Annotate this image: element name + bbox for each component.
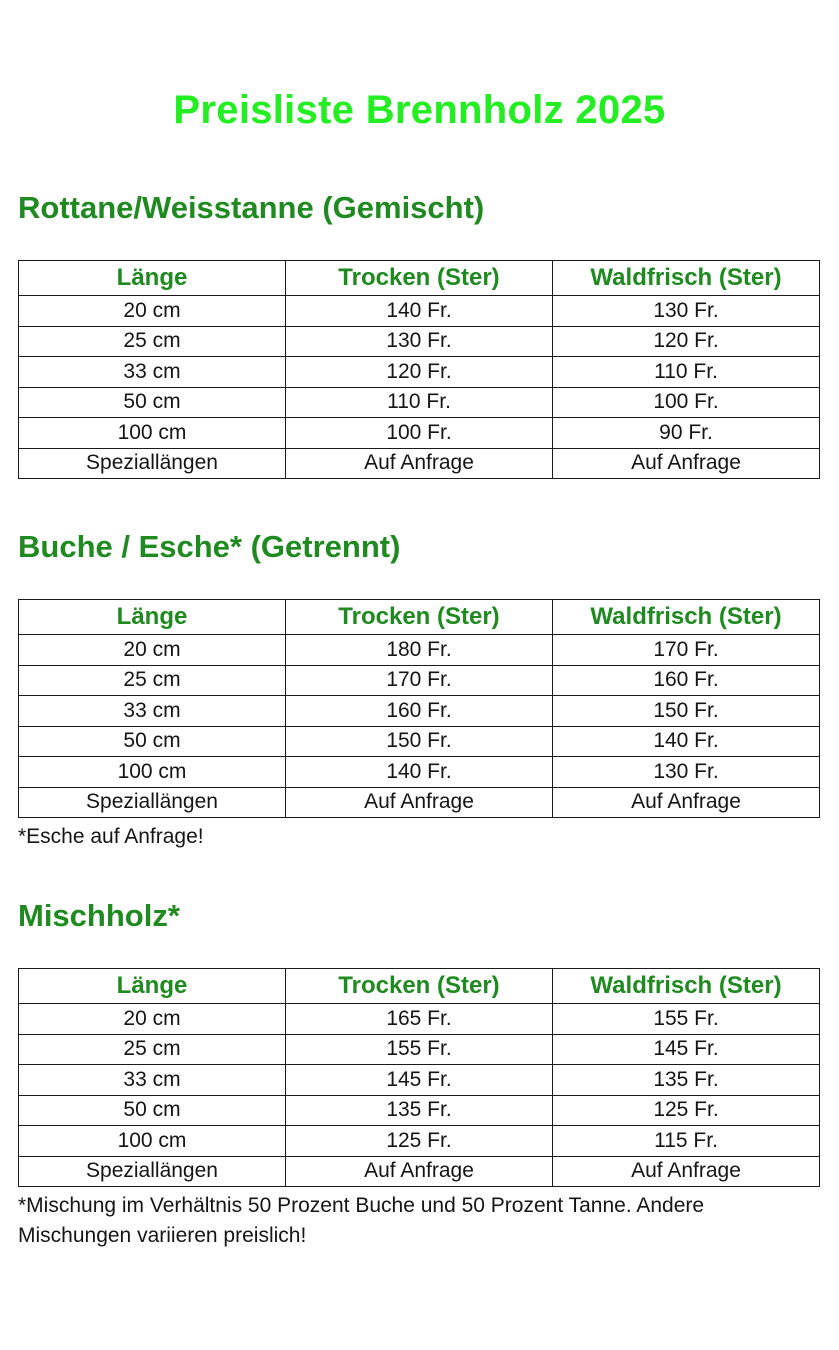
dry-price-cell: 140 Fr.: [286, 296, 553, 327]
column-header-laenge: Länge: [19, 600, 286, 635]
column-header-waldfrisch: Waldfrisch (Ster): [553, 969, 820, 1004]
footnote-mischung: *Mischung im Verhältnis 50 Prozent Buche und 50 Prozent Tanne. Andere Mischungen variieren preislich!: [18, 1194, 705, 1247]
dry-price-cell: 135 Fr.: [286, 1095, 553, 1126]
table-row: [19, 1065, 820, 1096]
length-cell: Speziallängen: [19, 787, 286, 818]
footnote-esche: *Esche auf Anfrage!: [18, 825, 204, 848]
section-heading-mischholz: Mischholz*: [18, 898, 180, 933]
dry-price-cell: 145 Fr.: [286, 1065, 553, 1096]
table-row: [19, 448, 820, 479]
fresh-price-cell: 125 Fr.: [553, 1095, 820, 1126]
page-title: Preisliste Brennholz 2025: [173, 88, 666, 132]
table-row: [19, 387, 820, 418]
dry-price-cell: 120 Fr.: [286, 357, 553, 388]
length-cell: 25 cm: [19, 1034, 286, 1065]
fresh-price-cell: 110 Fr.: [553, 357, 820, 388]
dry-price-cell: Auf Anfrage: [286, 787, 553, 818]
length-cell: 100 cm: [19, 757, 286, 788]
length-cell: 50 cm: [19, 726, 286, 757]
table-row: [19, 635, 820, 666]
column-header-laenge: Länge: [19, 261, 286, 296]
section-heading-buche: Buche / Esche* (Getrennt): [18, 529, 401, 564]
fresh-price-cell: 100 Fr.: [553, 387, 820, 418]
fresh-price-cell: 150 Fr.: [553, 696, 820, 727]
fresh-price-cell: 155 Fr.: [553, 1004, 820, 1035]
section-heading-rottane: Rottane/Weisstanne (Gemischt): [18, 190, 485, 225]
dry-price-cell: 160 Fr.: [286, 696, 553, 727]
dry-price-cell: 100 Fr.: [286, 418, 553, 449]
table-row: [19, 665, 820, 696]
length-cell: 20 cm: [19, 296, 286, 327]
fresh-price-cell: 145 Fr.: [553, 1034, 820, 1065]
dry-price-cell: 130 Fr.: [286, 326, 553, 357]
dry-price-cell: 170 Fr.: [286, 665, 553, 696]
table-row: [19, 326, 820, 357]
fresh-price-cell: 90 Fr.: [553, 418, 820, 449]
price-table-mischholz: [18, 968, 820, 1187]
length-cell: 25 cm: [19, 665, 286, 696]
length-cell: 33 cm: [19, 696, 286, 727]
column-header-laenge: Länge: [19, 969, 286, 1004]
length-cell: 25 cm: [19, 326, 286, 357]
table-header-row: [19, 600, 820, 635]
table-row: [19, 1034, 820, 1065]
table-row: [19, 1095, 820, 1126]
fresh-price-cell: Auf Anfrage: [553, 787, 820, 818]
table-header-row: [19, 969, 820, 1004]
length-cell: 20 cm: [19, 635, 286, 666]
table-row: [19, 357, 820, 388]
table-header-row: [19, 261, 820, 296]
fresh-price-cell: 130 Fr.: [553, 757, 820, 788]
length-cell: 50 cm: [19, 387, 286, 418]
dry-price-cell: Auf Anfrage: [286, 1156, 553, 1187]
length-cell: Speziallängen: [19, 448, 286, 479]
length-cell: 100 cm: [19, 1126, 286, 1157]
fresh-price-cell: 140 Fr.: [553, 726, 820, 757]
fresh-price-cell: 130 Fr.: [553, 296, 820, 327]
table-row: [19, 757, 820, 788]
table-row: [19, 726, 820, 757]
table-row: [19, 296, 820, 327]
dry-price-cell: Auf Anfrage: [286, 448, 553, 479]
dry-price-cell: 155 Fr.: [286, 1034, 553, 1065]
fresh-price-cell: 115 Fr.: [553, 1126, 820, 1157]
column-header-trocken: Trocken (Ster): [286, 600, 553, 635]
table-row: [19, 696, 820, 727]
table-row: [19, 787, 820, 818]
dry-price-cell: 110 Fr.: [286, 387, 553, 418]
table-row: [19, 1004, 820, 1035]
fresh-price-cell: 135 Fr.: [553, 1065, 820, 1096]
fresh-price-cell: 160 Fr.: [553, 665, 820, 696]
length-cell: 50 cm: [19, 1095, 286, 1126]
dry-price-cell: 125 Fr.: [286, 1126, 553, 1157]
dry-price-cell: 165 Fr.: [286, 1004, 553, 1035]
column-header-trocken: Trocken (Ster): [286, 969, 553, 1004]
length-cell: 33 cm: [19, 357, 286, 388]
column-header-trocken: Trocken (Ster): [286, 261, 553, 296]
length-cell: 33 cm: [19, 1065, 286, 1096]
dry-price-cell: 150 Fr.: [286, 726, 553, 757]
fresh-price-cell: 170 Fr.: [553, 635, 820, 666]
dry-price-cell: 140 Fr.: [286, 757, 553, 788]
dry-price-cell: 180 Fr.: [286, 635, 553, 666]
fresh-price-cell: Auf Anfrage: [553, 1156, 820, 1187]
column-header-waldfrisch: Waldfrisch (Ster): [553, 261, 820, 296]
length-cell: Speziallängen: [19, 1156, 286, 1187]
fresh-price-cell: 120 Fr.: [553, 326, 820, 357]
table-row: [19, 1156, 820, 1187]
column-header-waldfrisch: Waldfrisch (Ster): [553, 600, 820, 635]
table-row: [19, 1126, 820, 1157]
table-row: [19, 418, 820, 449]
price-table-buche: [18, 599, 820, 818]
length-cell: 20 cm: [19, 1004, 286, 1035]
length-cell: 100 cm: [19, 418, 286, 449]
price-table-rottane: [18, 260, 820, 479]
fresh-price-cell: Auf Anfrage: [553, 448, 820, 479]
